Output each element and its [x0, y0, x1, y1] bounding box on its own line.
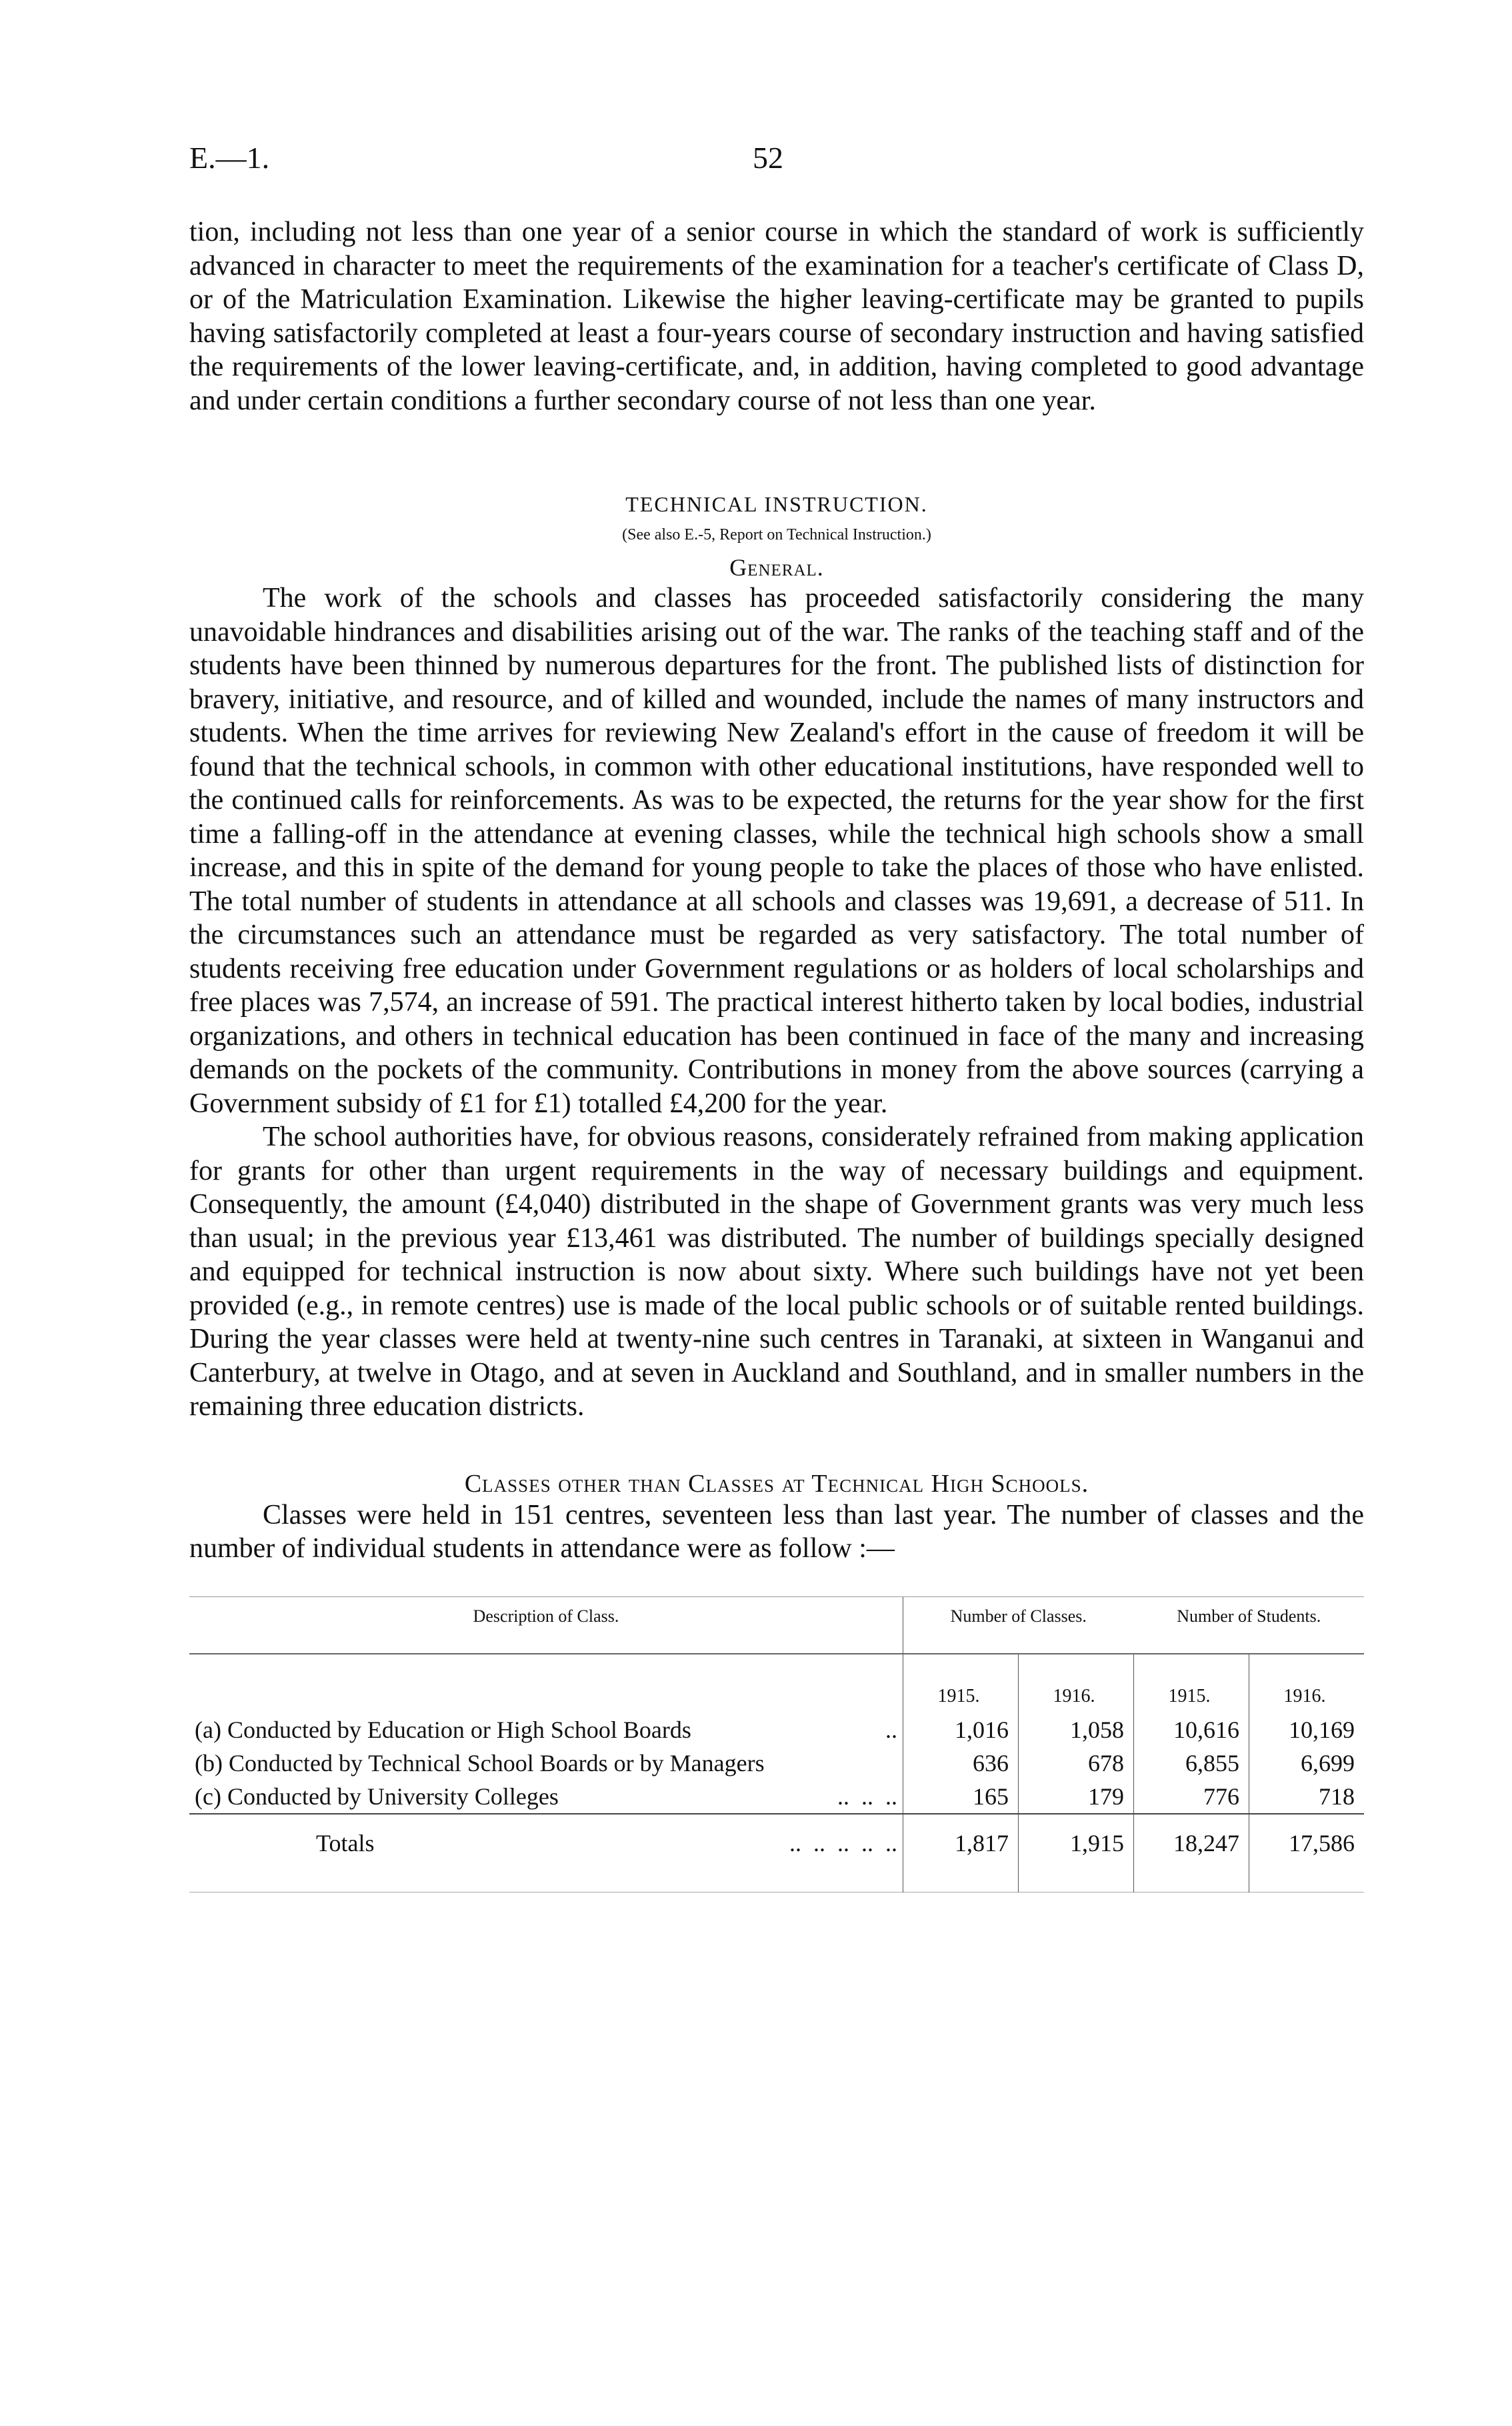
- row-label: (b) Conducted by Technical School Boards or by Managers: [195, 1749, 765, 1776]
- classes-table: [189, 1596, 1364, 1893]
- header-description: Description of Class.: [189, 1596, 903, 1654]
- cell: 636: [903, 1746, 1019, 1780]
- table-row: [189, 1780, 1364, 1814]
- section-subheading: (See also E.-5, Report on Technical Instruction.): [622, 526, 931, 543]
- cell: 718: [1249, 1780, 1365, 1814]
- dot-leader: ..: [885, 1716, 897, 1743]
- cell: 6,699: [1249, 1746, 1365, 1780]
- cell: 1,016: [903, 1713, 1019, 1746]
- intro-paragraph: tion, including not less than one year of a senior course in which the standard of work is sufficiently advanced in character to meet the requirements of the examination for a teacher's certificate of Class D, or of the Matriculation Examination. Likewise the higher leaving-certificate may be granted to pupils having satisfactorily completed at least a four-years course of secondary instruction and having satisfied the requirements of the lower leaving-certificate, and, in addition, having completed to good advantage and under certain conditions a further secondary course of not less than one year.: [189, 217, 1364, 416]
- page-header: [189, 133, 1364, 180]
- total-cell: 18,247: [1134, 1814, 1249, 1893]
- section-heading: TECHNICAL INSTRUCTION.: [625, 492, 928, 516]
- total-cell: 17,586: [1249, 1814, 1365, 1893]
- year-label: 1916.: [1249, 1654, 1365, 1713]
- total-cell: 1,915: [1019, 1814, 1134, 1893]
- dot-leader: .. .. .. .. ..: [789, 1829, 897, 1857]
- year-row: [189, 1654, 1364, 1713]
- cell: 6,855: [1134, 1746, 1249, 1780]
- document-page: [189, 133, 1364, 1893]
- totals-row: [189, 1814, 1364, 1893]
- body-paragraph: The school authorities have, for obvious reasons, considerately refrained from making application for grants for other than urgent requirements in the way of necessary buildings and equipment. Consequently, the amount (£4,040) distributed in the shape of Government grants was very much less than usual; in the previous year £13,461 was distributed. The number of buildings specially designed and equipped for technical instruction is now about sixty. Where such buildings have not yet been provided (e.g., in remote centres) use is made of the local public schools or of suitable rented buildings. During the year classes were held at twenty-nine such centres in Taranaki, at sixteen in Wanganui and Canterbury, at twelve in Otago, and at seven in Auckland and Southland, and in smaller numbers in the remaining three education districts.: [189, 1122, 1364, 1422]
- totals-label: Totals: [316, 1829, 375, 1857]
- total-cell: 1,817: [903, 1814, 1019, 1893]
- document-code: E.—1.: [189, 141, 270, 175]
- cell: 1,058: [1019, 1713, 1134, 1746]
- page-number: 52: [753, 141, 783, 175]
- table-row: [189, 1713, 1364, 1746]
- cell: 776: [1134, 1780, 1249, 1814]
- cell: 179: [1019, 1780, 1134, 1814]
- header-classes: Number of Classes.: [903, 1596, 1134, 1654]
- dot-leader: .. .. ..: [837, 1782, 897, 1810]
- cell: 678: [1019, 1746, 1134, 1780]
- body-paragraph: The work of the schools and classes has proceeded satisfactorily considering the many unavoidable hindrances and disabilities arising out of the war. The ranks of the teaching staff and of the students have been thinned by numerous departures for the front. The published lists of distinction for bravery, initiative, and resource, and of killed and wounded, include the names of many instructors and students. When the time arrives for reviewing New Zealand's effort in the cause of freedom it will be found that the technical schools, in common with other educational institutions, have responded well to the continued calls for reinforcements. As was to be expected, the returns for the year show for the first time a falling-off in the attendance at evening classes, while the technical high schools show a small increase, and this in spite of the demand for young people to take the places of those who have enlisted. The total number of students in attendance at all schools and classes was 19,691, a decrease of 511. In the circumstances such an attendance must be regarded as very satisfactory. The total number of students receiving free education under Government regulations or as holders of local scholarships and free places was 7,574, an increase of 591. The practical interest hitherto taken by local bodies, industrial organizations, and others in technical education has been continued in face of the many and increasing demands on the pockets of the community. Contributions in money from the above sources (carrying a Government subsidy of £1 for £1) totalled £4,200 for the year.: [189, 583, 1364, 1119]
- cell: 10,616: [1134, 1713, 1249, 1746]
- classes-heading: Classes other than Classes at Technical High Schools.: [464, 1469, 1089, 1498]
- row-label: (c) Conducted by University Colleges: [195, 1782, 559, 1810]
- cell: 165: [903, 1780, 1019, 1814]
- classes-paragraph: Classes were held in 151 centres, seventeen less than last year. The number of classes and the number of individual students in attendance were as follow :—: [189, 1499, 1364, 1564]
- year-label: 1915.: [1134, 1654, 1249, 1713]
- general-heading: General.: [729, 554, 824, 581]
- row-label: (a) Conducted by Education or High School Boards: [195, 1716, 691, 1743]
- header-students: Number of Students.: [1134, 1596, 1365, 1654]
- cell: 10,169: [1249, 1713, 1365, 1746]
- year-label: 1916.: [1019, 1654, 1134, 1713]
- year-label: 1915.: [903, 1654, 1019, 1713]
- table-row: [189, 1746, 1364, 1780]
